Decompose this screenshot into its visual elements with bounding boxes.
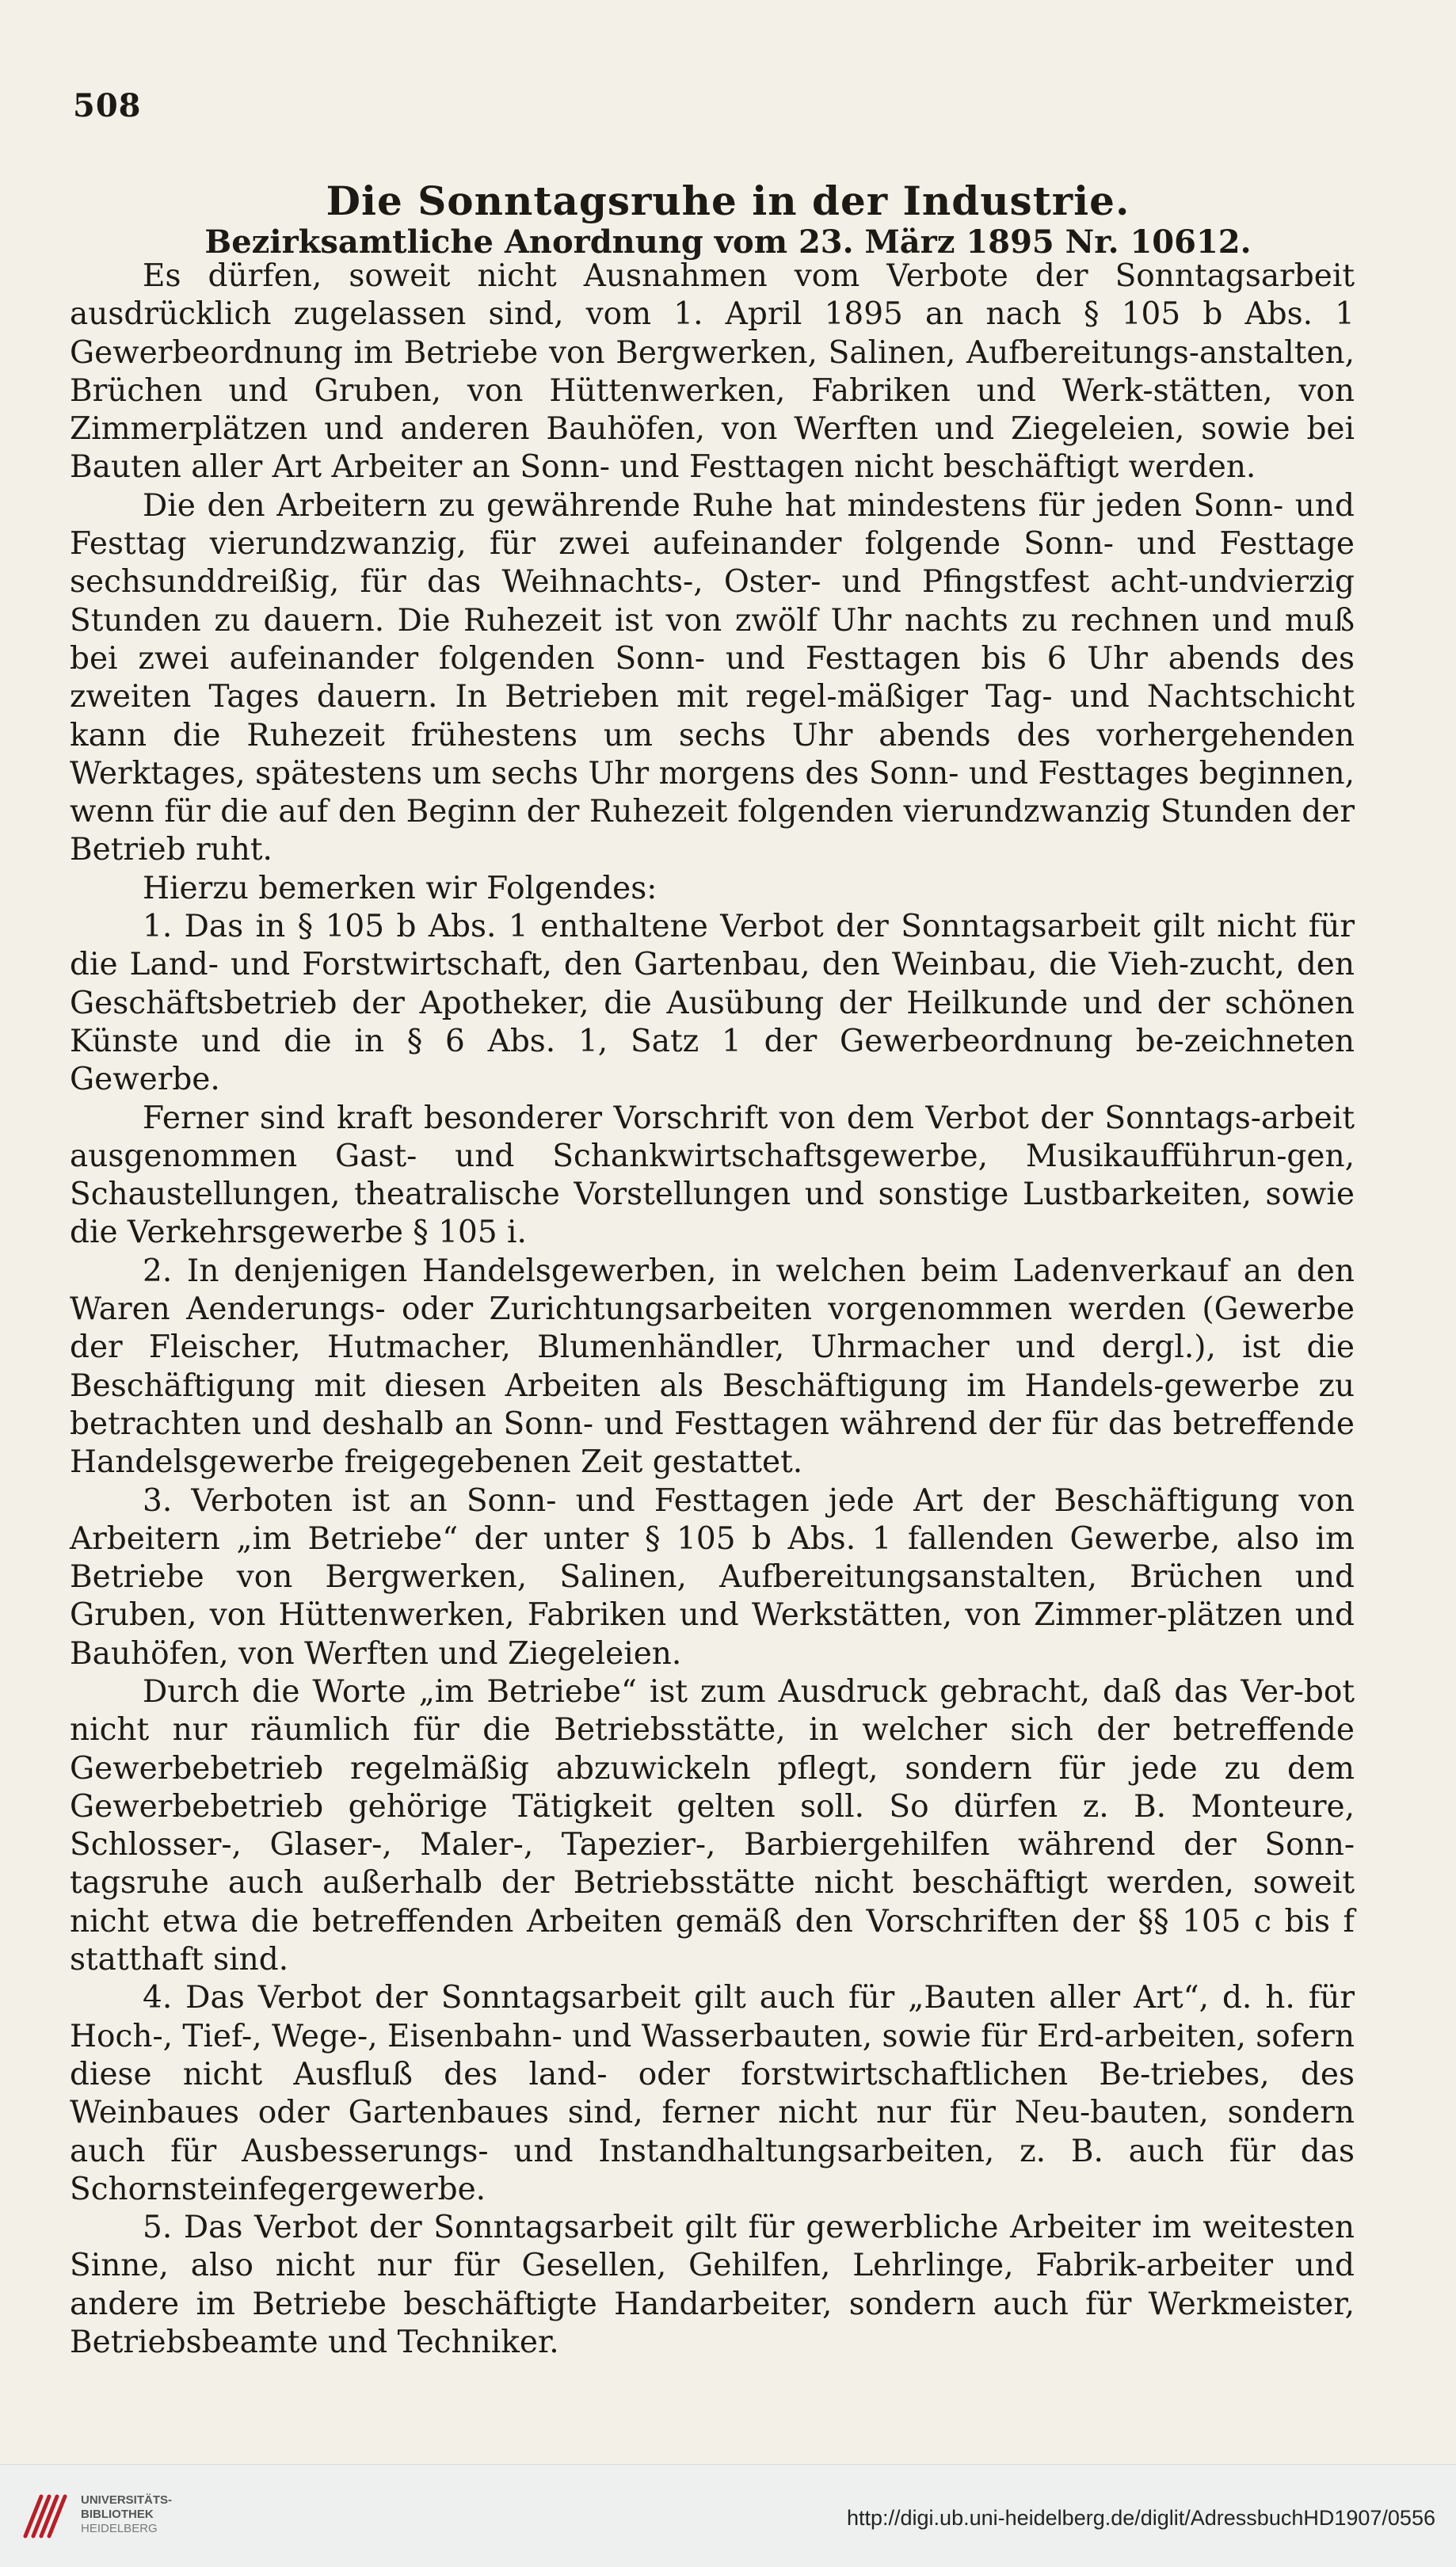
logo-line: HEIDELBERG — [81, 2522, 158, 2535]
paragraph: 3. Verboten ist an Sonn- und Festtagen jede Art der Beschäftigung von Arbeitern „im Betriebe“ der unter § 105 b Abs. 1 fallenden Gewerbe, also im Betriebe von Bergwerken, Salinen, Aufbereitungsanstalten, Brüchen und Gruben, von Hüttenwerken, Fabriken und Werkstätten, von Zimmer-plätzen und Bauhöfen, von Werften und Ziegeleien. — [70, 1482, 1355, 1672]
university-library-logo-icon — [17, 2489, 73, 2544]
body-text — [70, 257, 1355, 2362]
library-logo-text — [81, 2493, 172, 2536]
footer-bar — [0, 2464, 1456, 2567]
paragraph: Die den Arbeitern zu gewährende Ruhe hat mindestens für jeden Sonn- und Festtag vierundzwanzig, für zwei aufeinander folgende Sonn- und Festtage sechsunddreißig, für das Weihnachts-, Oster- und Pfingstfest acht-undvierzig Stunden zu dauern. Die Ruhezeit ist von zwölf Uhr nachts zu rechnen und muß bei zwei aufeinander folgenden Sonn- und Festtagen bis 6 Uhr abends des zweiten Tages dauern. In Betrieben mit regel-mäßiger Tag- und Nachtschicht kann die Ruhezeit frühestens um sechs Uhr abends des vorhergehenden Werktages, spätestens um sechs Uhr morgens des Sonn- und Festtages beginnen, wenn für die auf den Beginn der Ruhezeit folgenden vierundzwanzig Stunden der Betrieb ruht. — [70, 487, 1355, 868]
page-title: Die Sonntagsruhe in der Industrie. — [326, 177, 1130, 224]
paragraph: Hierzu bemerken wir Folgendes: — [143, 870, 657, 906]
page-subtitle: Bezirksamtliche Anordnung vom 23. März 1895 Nr. 10612. — [204, 223, 1252, 261]
paragraph: Durch die Worte „im Betriebe“ ist zum Ausdruck gebracht, daß das Ver-bot nicht nur räumlich für die Betriebsstätte, in welcher sich der betreffende Gewerbebetrieb regelmäßig abzuwickeln pflegt, sondern für jede zu dem Gewerbebetrieb gehörige Tätigkeit gelten soll. So dürfen z. B. Monteure, Schlosser-, Glaser-, Maler-, Tapezier-, Barbiergehilfen während der Sonn-tagsruhe auch außerhalb der Betriebsstätte nicht beschäftigt werden, soweit nicht etwa die betreffenden Arbeiten gemäß den Vorschriften der §§ 105 c bis f statthaft sind. — [70, 1673, 1355, 1978]
logo-line: BIBLIOTHEK — [81, 2508, 154, 2521]
source-url-link[interactable]: http://digi.ub.uni-heidelberg.de/diglit/AdressbuchHD1907/0556 — [846, 2506, 1435, 2530]
paragraph: 4. Das Verbot der Sonntagsarbeit gilt auch für „Bauten aller Art“, d. h. für Hoch-, Tief-, Wege-, Eisenbahn- und Wasserbauten, sowie für Erd-arbeiten, sofern diese nicht Ausfluß des land- oder forstwirtschaftlichen Be-triebes, des Weinbaues oder Gartenbaues sind, ferner nicht nur für Neu-bauten, sondern auch für Ausbesserungs- und Instandhaltungsarbeiten, z. B. auch für das Schornsteinfegergewerbe. — [70, 1980, 1355, 2207]
paragraph: 1. Das in § 105 b Abs. 1 enthaltene Verbot der Sonntagsarbeit gilt nicht für die Land- und Forstwirtschaft, den Gartenbau, den Weinbau, die Vieh-zucht, den Geschäftsbetrieb der Apotheker, die Ausübung der Heilkunde und der schönen Künste und die in § 6 Abs. 1, Satz 1 der Gewerbeordnung be-zeichneten Gewerbe. — [70, 909, 1355, 1098]
paragraph: 5. Das Verbot der Sonntagsarbeit gilt für gewerbliche Arbeiter im weitesten Sinne, also nicht nur für Gesellen, Gehilfen, Lehrlinge, Fabrik-arbeiter und andere im Betriebe beschäftigte Handarbeiter, sondern auch für Werkmeister, Betriebsbeamte und Techniker. — [70, 2210, 1355, 2361]
paragraph: Ferner sind kraft besonderer Vorschrift von dem Verbot der Sonntags-arbeit ausgenommen Gast- und Schankwirtschaftsgewerbe, Musikaufführun-gen, Schaustellungen, theatralische Vorstellungen und sonstige Lustbarkeiten, sowie die Verkehrsgewerbe § 105 i. — [70, 1100, 1355, 1251]
paragraph: Es dürfen, soweit nicht Ausnahmen vom Verbote der Sonntagsarbeit ausdrücklich zugelassen sind, vom 1. April 1895 an nach § 105 b Abs. 1 Gewerbeordnung im Betriebe von Bergwerken, Salinen, Aufbereitungs-anstalten, Brüchen und Gruben, von Hüttenwerken, Fabriken und Werk-stätten, von Zimmerplätzen und anderen Bauhöfen, von Werften und Ziegeleien, sowie bei Bauten aller Art Arbeiter an Sonn- und Festtagen nicht beschäftigt werden. — [70, 258, 1355, 486]
paragraph: 2. In denjenigen Handelsgewerben, in welchen beim Ladenverkauf an den Waren Aenderungs- oder Zurichtungsarbeiten vorgenommen werden (Gewerbe der Fleischer, Hutmacher, Blumenhändler, Uhrmacher und dergl.), ist die Beschäftigung mit diesen Arbeiten als Beschäftigung im Handels-gewerbe zu betrachten und deshalb an Sonn- und Festtagen während der für das betreffende Handelsgewerbe freigegebenen Zeit gestattet. — [70, 1253, 1355, 1481]
logo-line: UNIVERSITÄTS- — [81, 2493, 173, 2507]
page-number: 508 — [73, 87, 142, 124]
